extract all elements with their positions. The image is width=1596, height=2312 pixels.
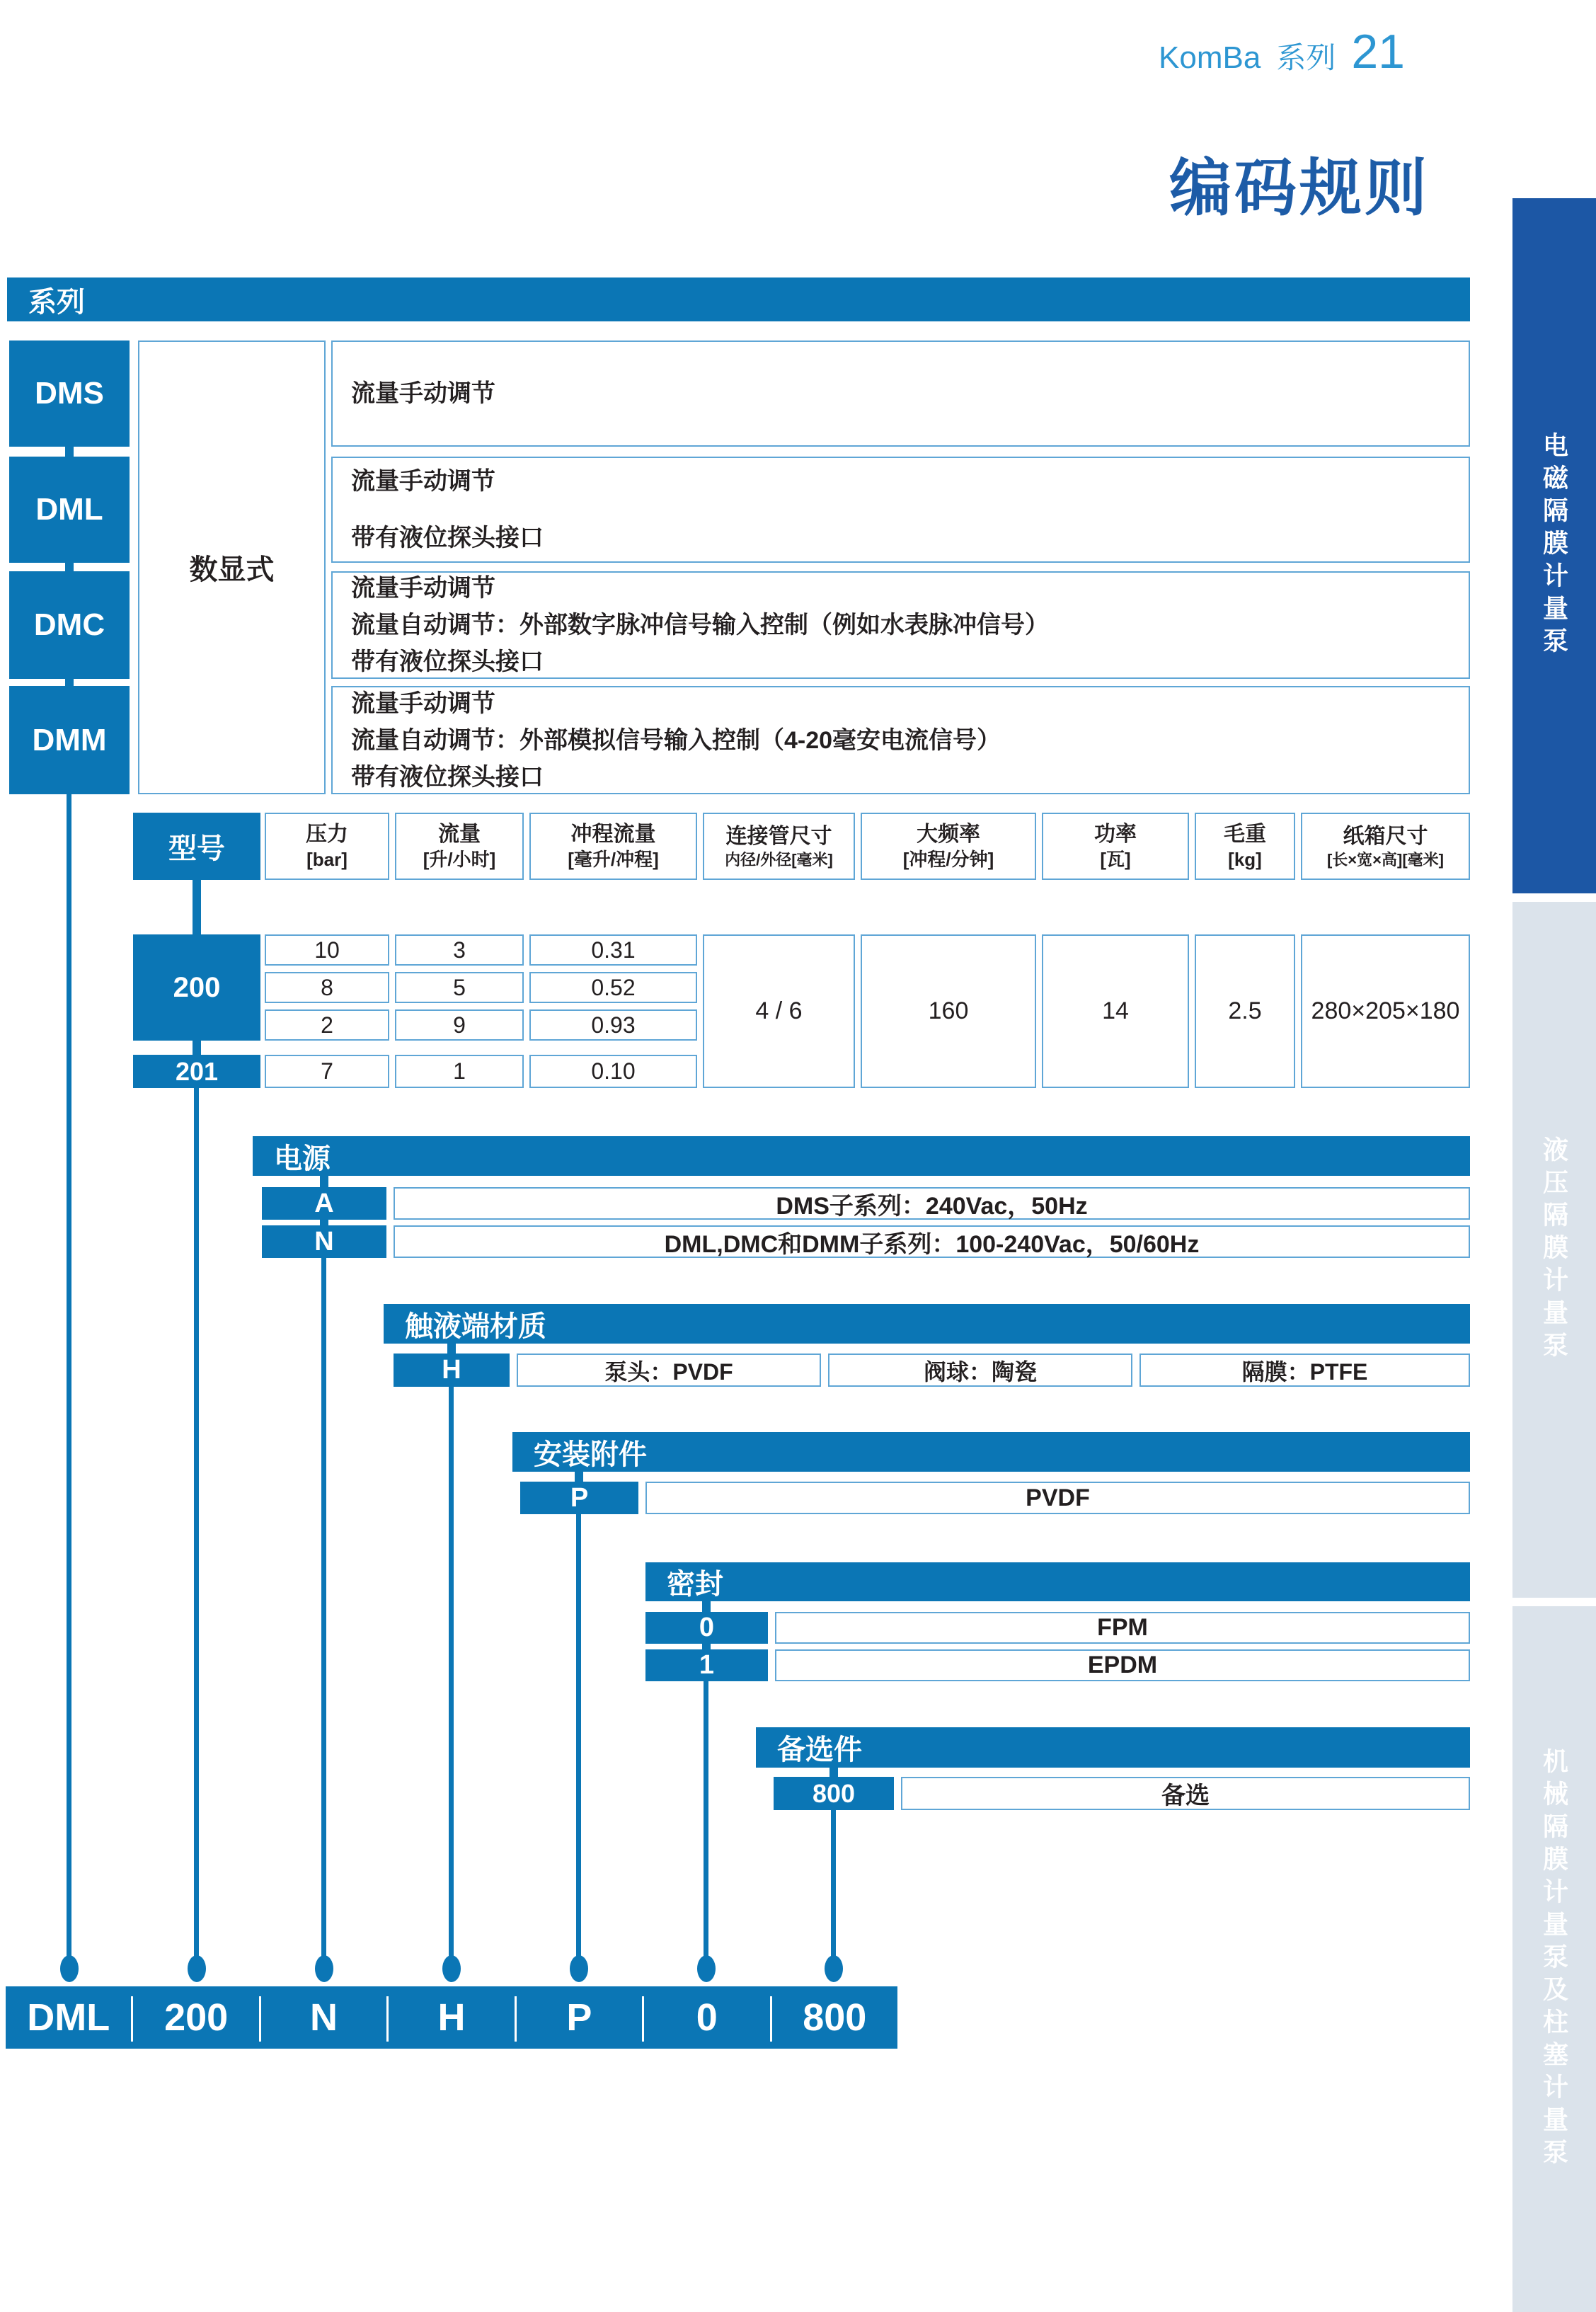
table-value: 0.31	[591, 937, 636, 963]
option-desc-label: 备选	[1161, 1782, 1210, 1809]
connector-stub	[65, 563, 74, 571]
sidebar-tab-hydraulic-diaphragm-pumps[interactable]	[1512, 902, 1596, 1598]
material-cell-pump-head	[517, 1354, 821, 1387]
options-section-header	[756, 1727, 1470, 1768]
code-segment-label: H	[437, 1996, 466, 2039]
option-desc-label: DML,DMC和DMM子系列：100-240Vac，50/60Hz	[664, 1230, 1200, 1258]
code-segment-material	[389, 1986, 514, 2049]
options-code-800	[774, 1777, 894, 1810]
option-code-label: N	[314, 1226, 334, 1257]
option-desc-label: DMS子系列：240Vac，50Hz	[776, 1192, 1088, 1220]
connector-stub	[575, 1472, 583, 1482]
col-header-line: 连接管尺寸	[725, 824, 832, 848]
col-header-max-frequency	[861, 813, 1036, 880]
table-value: 0.10	[591, 1058, 636, 1084]
merged-cell-weight	[1195, 934, 1295, 1088]
mounting-desc	[645, 1482, 1470, 1514]
table-value: 160	[928, 997, 969, 1024]
series-desc-dml	[331, 457, 1470, 563]
table-value: 280×205×180	[1311, 997, 1460, 1024]
material-cell-diaphragm	[1139, 1354, 1470, 1387]
series-section-title: 系列	[28, 286, 85, 318]
option-code-label: A	[314, 1188, 334, 1218]
col-header-line: 毛重	[1224, 823, 1266, 847]
col-header-unit: [kg]	[1228, 849, 1262, 871]
col-header-line: 大频率	[917, 823, 980, 847]
option-code-label: 800	[812, 1778, 856, 1808]
series-desc-line: 流量手动调节	[351, 468, 495, 495]
page-number: 21	[1351, 25, 1405, 79]
table-cell	[265, 1009, 389, 1041]
material-code-h	[394, 1354, 510, 1387]
series-desc-line: 带有液位探头接口	[351, 763, 544, 791]
col-header-line: 纸箱尺寸	[1343, 824, 1428, 848]
series-desc-line: 流量自动调节：外部模拟信号输入控制（4-20毫安电流信号）	[351, 726, 1001, 754]
power-code-n	[262, 1225, 386, 1258]
options-section-title: 备选件	[777, 1734, 862, 1766]
table-value: 9	[453, 1012, 466, 1038]
table-cell	[395, 972, 524, 1003]
col-header-unit: [bar]	[306, 849, 348, 871]
table-value: 5	[453, 974, 466, 1000]
series-code-label: DML	[35, 492, 103, 527]
merged-cell-carton	[1301, 934, 1470, 1088]
connector-dot	[825, 1955, 843, 1982]
power-code-a	[262, 1187, 386, 1220]
col-header-unit: [长×宽×高][毫米]	[1326, 850, 1444, 869]
seal-desc-epdm	[775, 1649, 1470, 1681]
option-code-label: H	[442, 1355, 461, 1385]
table-cell	[395, 934, 524, 966]
option-code-label: 0	[699, 1613, 715, 1642]
code-segment-options	[772, 1986, 897, 2049]
seal-desc-fpm	[775, 1612, 1470, 1644]
series-desc-line: 流量手动调节	[351, 689, 495, 717]
seal-code-0	[645, 1612, 768, 1644]
col-header-stroke-volume	[529, 813, 697, 880]
connector-dot	[60, 1955, 79, 1982]
options-desc	[901, 1777, 1470, 1810]
display-type-cell	[138, 340, 326, 794]
col-header-unit: [瓦]	[1100, 849, 1131, 871]
col-header-unit: [毫升/冲程]	[568, 849, 659, 871]
power-desc-n	[394, 1225, 1470, 1258]
series-code-dmc	[9, 571, 130, 679]
sidebar-tab-label: 机械隔膜计量泵及柱塞计量泵	[1539, 1747, 1569, 2171]
table-value: 2	[321, 1012, 333, 1038]
table-cell	[265, 972, 389, 1003]
series-desc-line: 流量手动调节	[351, 575, 495, 602]
option-code-label: P	[570, 1482, 589, 1513]
brand-name: KomBa	[1159, 40, 1261, 75]
series-desc-dms	[331, 340, 1470, 447]
connector-stub	[447, 1344, 456, 1354]
sidebar-tab-label: 液压隔膜计量泵	[1539, 1135, 1569, 1364]
page-header	[991, 24, 1405, 79]
series-section-header	[7, 277, 1470, 321]
mounting-code-p	[520, 1482, 638, 1514]
model-header-label: 型号	[168, 833, 225, 864]
merged-cell-pipe-size	[703, 934, 855, 1088]
connector-line	[831, 1810, 836, 1961]
table-cell	[265, 934, 389, 966]
series-code-dms	[9, 340, 130, 447]
connector-stub	[320, 1176, 328, 1187]
table-value: 4 / 6	[755, 997, 803, 1024]
connector-dot	[442, 1955, 461, 1982]
col-header-pressure	[265, 813, 389, 880]
connector-dot	[315, 1955, 333, 1982]
option-desc-label: 泵头：PVDF	[604, 1358, 733, 1385]
connector-line	[704, 1681, 708, 1961]
option-desc-label: PVDF	[1026, 1484, 1090, 1511]
table-value: 1	[453, 1058, 466, 1084]
table-cell	[265, 1055, 389, 1088]
code-segment-label: 0	[696, 1996, 718, 2039]
merged-cell-frequency	[861, 934, 1036, 1088]
connector-stub	[193, 1041, 201, 1055]
col-header-line: 功率	[1094, 823, 1137, 847]
code-segment-label: 800	[803, 1996, 867, 2039]
col-header-line: 压力	[306, 823, 348, 847]
series-desc-line: 带有液位探头接口	[351, 525, 544, 551]
connector-stub	[702, 1644, 711, 1649]
option-desc-label: EPDM	[1087, 1652, 1158, 1678]
seal-code-1	[645, 1649, 768, 1681]
col-header-unit: [冲程/分钟]	[902, 849, 994, 871]
series-desc-line: 流量自动调节：外部数字脉冲信号输入控制（例如水表脉冲信号）	[351, 612, 1049, 639]
col-header-weight	[1195, 813, 1295, 880]
code-segment-model	[133, 1986, 258, 2049]
connector-stub	[320, 1220, 328, 1225]
power-section-header	[253, 1136, 1470, 1176]
series-code-label: DMS	[35, 376, 104, 411]
code-segment-series	[6, 1986, 131, 2049]
table-value: 10	[314, 937, 340, 963]
table-cell	[529, 1009, 697, 1041]
model-label: 200	[173, 971, 221, 1003]
col-header-unit: [升/小时]	[423, 849, 496, 871]
table-cell	[529, 1055, 697, 1088]
table-value: 0.93	[591, 1012, 636, 1038]
table-value: 3	[453, 937, 466, 963]
code-segment-seal	[644, 1986, 769, 2049]
connector-line	[67, 794, 71, 1961]
connector-stub	[193, 880, 201, 934]
col-header-unit: 内径/外径[毫米]	[725, 850, 833, 869]
table-cell	[529, 934, 697, 966]
connector-dot	[570, 1955, 588, 1982]
power-desc-a	[394, 1187, 1470, 1220]
brand-series-label: 系列	[1276, 41, 1336, 74]
series-code-label: DMC	[33, 607, 105, 642]
display-type-label: 数显式	[189, 554, 275, 585]
code-segment-mounting	[517, 1986, 642, 2049]
code-segment-label: P	[566, 1996, 592, 2039]
connector-line	[321, 1258, 326, 1961]
seal-section-header	[645, 1562, 1470, 1601]
connector-stub	[65, 679, 74, 686]
code-segment-label: N	[310, 1996, 338, 2039]
sidebar-tab-mechanical-plunger-pumps[interactable]	[1512, 1606, 1596, 2312]
material-cell-valve-ball	[828, 1354, 1132, 1387]
col-header-flow	[395, 813, 524, 880]
mounting-section-header	[512, 1432, 1470, 1472]
series-desc-line: 流量手动调节	[351, 380, 495, 407]
sidebar-tab-solenoid-diaphragm-pumps[interactable]	[1512, 198, 1596, 893]
table-cell	[395, 1009, 524, 1041]
seal-section-title: 密封	[667, 1569, 723, 1600]
col-header-power	[1042, 813, 1189, 880]
table-value: 8	[321, 974, 333, 1000]
mounting-section-title: 安装附件	[534, 1438, 647, 1470]
series-code-dml	[9, 457, 130, 563]
material-section-header	[384, 1304, 1470, 1344]
col-header-pipe-size	[703, 813, 855, 880]
connector-line	[449, 1387, 454, 1961]
table-cell	[529, 972, 697, 1003]
code-segment-label: 200	[164, 1996, 229, 2039]
model-cell-200	[133, 934, 260, 1041]
power-section-title: 电源	[274, 1143, 331, 1174]
material-section-title: 触液端材质	[405, 1310, 546, 1342]
option-code-label: 1	[699, 1650, 715, 1680]
model-label: 201	[175, 1056, 219, 1086]
col-header-line: 冲程流量	[570, 823, 656, 847]
page-title: 编码规则	[1169, 153, 1430, 223]
series-code-dmm	[9, 686, 130, 794]
connector-line	[576, 1514, 581, 1961]
series-desc-line: 带有液位探头接口	[351, 648, 544, 675]
merged-cell-power	[1042, 934, 1189, 1088]
option-desc-label: 阀球：陶瓷	[923, 1358, 1037, 1385]
table-value: 2.5	[1228, 997, 1262, 1024]
connector-stub	[829, 1768, 838, 1777]
table-cell	[395, 1055, 524, 1088]
series-desc-dmm	[331, 686, 1470, 794]
table-value: 14	[1102, 997, 1129, 1024]
option-desc-label: 隔膜：PTFE	[1241, 1358, 1368, 1385]
connector-stub	[65, 447, 74, 457]
model-header-cell	[133, 813, 260, 880]
assembled-code-bar	[6, 1986, 897, 2049]
model-cell-201	[133, 1055, 260, 1088]
table-value: 7	[321, 1058, 333, 1084]
col-header-line: 流量	[438, 823, 481, 847]
table-value: 0.52	[591, 974, 636, 1000]
connector-stub	[702, 1601, 711, 1612]
sidebar-tab-label: 电磁隔膜计量泵	[1539, 432, 1569, 660]
connector-line	[194, 1088, 199, 1961]
series-desc-dmc	[331, 571, 1470, 679]
code-segment-label: DML	[27, 1996, 110, 2039]
code-segment-power	[261, 1986, 386, 2049]
connector-dot	[697, 1955, 716, 1982]
col-header-carton-size	[1301, 813, 1470, 880]
series-code-label: DMM	[32, 722, 107, 757]
connector-dot	[188, 1955, 206, 1982]
option-desc-label: FPM	[1097, 1614, 1148, 1641]
